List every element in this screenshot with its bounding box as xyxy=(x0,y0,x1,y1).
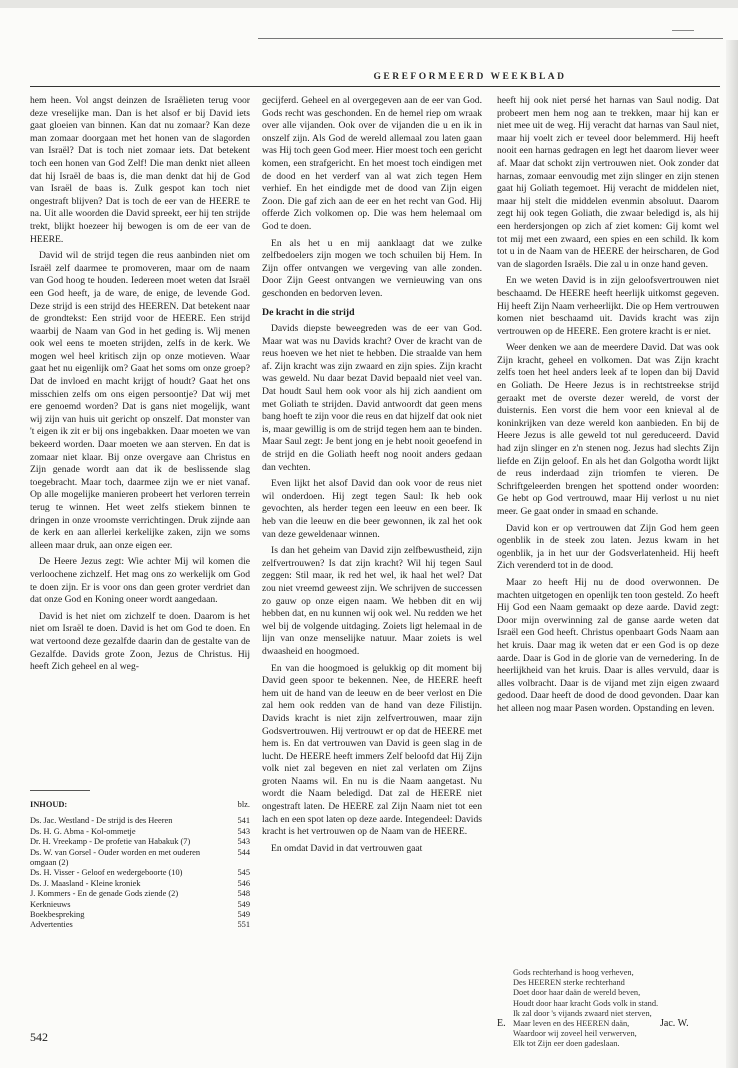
toc-entry xyxy=(30,816,250,826)
poem-line: Doet door haar daän de wereld beven, xyxy=(513,988,641,998)
toc-entry-text: Dr. H. Vreekamp - De profetie van Habakuk (7) xyxy=(30,837,191,847)
toc-entry xyxy=(30,889,250,899)
psalm-verse xyxy=(513,968,713,1050)
toc-entry xyxy=(30,837,250,847)
toc-entry-page: 549 xyxy=(237,899,250,909)
top-rule xyxy=(258,38,723,39)
poem-line: Des HEEREN sterke rechterhand xyxy=(513,978,625,988)
toc-entry xyxy=(30,879,250,889)
toc-entry-page: 544 xyxy=(237,847,250,857)
toc-entry-text: J. Kommers - En de genade Gods ziende (2) xyxy=(30,889,179,899)
toc-page-label: blz. xyxy=(237,800,250,809)
toc-entry-page: 551 xyxy=(237,920,250,930)
poem-line: Houdt door haar kracht Gods volk in stand. xyxy=(513,998,659,1008)
poem-line: Elk tot Zijn eer doen gadeslaan. xyxy=(513,1039,620,1049)
section-heading: De kracht in die strijd xyxy=(262,306,355,318)
toc-entry-text: Ds. W. van Gorsel - Ouder worden en met ouderen omgaan (2) xyxy=(30,847,201,868)
column-3 xyxy=(497,95,719,990)
paragraph: Even lijkt het alsof David dan ook voor de reus niet wil onderdoen. Hij zegt tegen Saul: Ik heb ook gevochten, als herder tegen een leeuw en een beer. Ik heb van die leeuw en die beer gewonnen, ik zal het ook van deze geweldenaar winnen. xyxy=(262,478,482,540)
toc-entry-text: Ds. H. G. Abma - Kol-ommetje xyxy=(30,826,136,836)
poem-line: Gods rechterhand is hoog verheven, xyxy=(513,968,634,977)
paragraph: En we weten David is in zijn geloofsvertrouwen niet beschaamd. De HEERE heeft heerlijk uitkomst gegeven. Hij heeft Zijn Naam verheerlijkt. Die op Hem vertrouwen komen niet beschaamd uit. Davids kracht was zijn vertrouwen op de HEERE. Een grotere kracht is er niet. xyxy=(497,275,719,337)
toc-entry xyxy=(30,848,250,869)
signoff-initial: E. xyxy=(497,1018,506,1029)
toc-entry-page: 543 xyxy=(237,837,250,847)
paragraph: David wil de strijd tegen die reus aanbinden niet om Israël zelf daarmee te promoveren, maar om de naam van God hoog te houden. Iedereen moet weten dat Israël een God heeft, ja de ware, de enige, de levende God. Deze strijd is een strijd des HEEREN. Dat betekent naar de grondtekst: Een strijd voor de HEERE. Een strijd waarbij de Naam van God in het geding is. Wij menen ook wel eens te moeten strijden, zelfs in de kerk. We mogen wel heel kritisch zijn op onze motieven. Waar gaat het nu eigenlijk om? Gaat het soms om onze groep? Dat de invloed en macht krijgt of houdt? Gaat het ons misschien zelfs om ons eigen persoontje? Dat wij met ere genoemd worden? Dat is gans niet mogelijk, want wij zijn van huis uit gericht op onszelf. Dat monster van 't eigen ik zit er bij ons ingebakken. Daar moeten we van bekeerd worden. Daar moeten we aan sterven. En dat is zomaar niet klaar. Bij onze overgave aan Christus en Zijn genade wordt aan dat ik de beslissende slag toegebracht. Maar toch, daarmee zijn we er niet vanaf. Op alle mogelijke manieren probeert het verloren terrein terug te winnen. Het weet zelfs stiekem binnen te dringen in onze vroomste verrichtingen. Druk zijnde aan de kerk en aan allerlei kerkelijke zaken, zijn we soms alleen maar druk, aan onze eigen eer. xyxy=(30,250,250,551)
toc-entry-text: Boekbespreking xyxy=(30,910,85,920)
column-1 xyxy=(30,95,250,775)
poem-line: Ik zal door 's vijands zwaard niet sterven, xyxy=(513,1008,652,1018)
toc-entry-text: Ds. Jac. Westland - De strijd is des Heeren xyxy=(30,816,173,826)
toc-entry-page: 548 xyxy=(237,889,250,899)
toc-entry-page: 541 xyxy=(237,816,250,826)
toc-entry-page: 546 xyxy=(237,878,250,888)
toc-entry xyxy=(30,920,250,930)
paragraph: Davids diepste beweegreden was de eer van God. Maar wat was nu Davids kracht? Over de kracht van de reus hoeven we het niet te hebben. Die straalde van hem af. Zijn kracht was zijn zwaard en zijn spies. Zijn kracht was geweld. Nu daar bezat David bepaald niet veel van. Dat houdt Saul hem ook voor als hij zich aandient om met Goliath te strijden. David antwoordt dat geen mens bang hoeft te zijn voor die reus en dat hijzelf dat ook niet is, maar gewillig is om de strijd tegen hem aan te binden. Maar Saul zegt: Je bent jong en je hebt nooit geoefend in de strijd en die Goliath heeft nog nooit anders gedaan dan vechten. xyxy=(262,323,482,473)
paragraph: heeft hij ook niet persé het harnas van Saul nodig. Dat probeert men hem nog aan te trekken, maar hij kan er niet mee uit de weg. Hij veracht dat harnas van Saul niet, maar hij voelt zich er teveel door belemmerd. Hij heeft nooit een harnas gedragen en legt het daarom liever weer af. Maar dat schokt zijn vertrouwen niet. Ook zonder dat harnas, zomaar eenvoudig met zijn slinger en zijn stenen gaat hij Goliath tegemoet. Hij veracht de middelen niet, maar hij stelt die middelen evenmin absoluut. Daarom zegt hij ook tegen Goliath, die zwaar beledigd is, als hij een herdersjongen op zich af ziet komen: Gij komt wel tot mij met een zwaard, een spies en een schild. Ik kom tot u in de Naam van de HEERE der heirscharen, de God van de slagorden Israëls. Die zal u in onze hand geven. xyxy=(497,95,719,270)
column-2 xyxy=(262,95,482,1040)
scan-top-edge xyxy=(0,0,738,8)
toc-entry-page: 543 xyxy=(237,826,250,836)
top-dash xyxy=(672,30,694,31)
paragraph: Weer denken we aan de meerdere David. Dat was ook Zijn kracht, geheel en volkomen. Dat was Zijn kracht zelfs toen het heel anders leek af te lopen dan bij David en Goliath. De Heere Jezus is in rechtstreekse strijd geraakt met de overste dezer wereld, de vorst der duisternis. Een vorst die hem voor een knieval al de koninkrijken van deze wereld kon aanbieden. En bij de Heere Jezus is alle geweld tot nul gereduceerd. David had zijn slinger en z'n stenen nog. Jezus had slechts Zijn liefde en Zijn geloof. En als het dan Golgotha wordt lijkt de reus inderdaad zijn triomfen te vieren. De Schriftgeleerden brengen het spottend onder woorden: Ge hebt op God vertrouwd, maar Hij verlost u nu niet meer. Ge gaat onder in smaad en schande. xyxy=(497,342,719,517)
paragraph: hem heen. Vol angst deinzen de Israëlieten terug voor deze vreselijke man. Dan is het alsof er bij David iets gaat gloeien van binnen. Kan dat nu zomaar? Kan deze man zomaar doorgaan met het honen van de slagorden van Israël? Dat is toch niet zomaar iets. Dat betekent toch een honen van God Zelf! Die man denkt niet alleen dat hij Israël de baas is, die man denkt dat hij de God van Israël de baas is. Zulk gespot kan toch niet ongestraft blijven? Dat is toch de eer van de HEERE te na. Uit alle woorden die David spreekt, eer hij ten strijde trekt, blijkt hoezeer hij bewogen is om de eer van de HEERE. xyxy=(30,95,250,245)
toc-entry-text: Ds. J. Maasland - Kleine kroniek xyxy=(30,878,141,888)
paragraph: En van die hoogmoed is gelukkig op dit moment bij David geen spoor te bekennen. Nee, de HEERE heeft hem uit de hand van de leeuw en de beer verlost en Die zal hem ook redden van de hand van deze Filistijn. Davids kracht is niet zijn zelfvertrouwen, maar zijn Godsvertrouwen. Hij vertrouwt er op dat de HEERE met hem is. En dat vertrouwen van David is geen slag in de lucht. De HEERE heeft immers Zelf beloofd dat Hij Zijn volk niet zal begeven en niet zal verlaten om Zijns groten Naams wil. En nu is die Naam aangetast. Nu wordt die Naam beledigd. Dat zal de HEERE niet ongestraft laten. De HEERE zal Zijn Naam niet tot een lach en een spot laten op deze aarde. Integendeel: Davids kracht is het vertrouwen op de Naam van de HEERE. xyxy=(262,662,482,838)
paragraph: Is dan het geheim van David zijn zelfbewustheid, zijn zelfvertrouwen? Is dat zijn kracht? Wil hij tegen Saul zeggen: Stil maar, ik red het wel, ik haal het wel? Dat zou niet vreemd geweest zijn. We schrijven de successen zo gauw op onze eigen naam. We hebben dit en wij hebben dat, en nu kunnen wij ook wel. Nu redden we het wel bij de volgende uitdaging. Zoiets ligt helemaal in de lijn van onze menselijke natuur. Maar zoiets is wel dwaasheid en hoogmoed. xyxy=(262,545,482,657)
toc-entry xyxy=(30,868,250,878)
toc-entry xyxy=(30,900,250,910)
poem-line: Waardoor wij zoveel heil verwerven, xyxy=(513,1029,637,1039)
toc-entry-page: 549 xyxy=(237,910,250,920)
paragraph: En als het u en mij aanklaagt dat we zulke zelfbedoelers zijn mogen we toch schuilen bij Hem. In Zijn offer ontvangen we vergeving van alle zonden. Door Zijn Geest ontvangen we vernieuwing van ons geschonden en bedorven leven. xyxy=(262,237,482,299)
poem-line: Maar leven en des HEEREN daän, xyxy=(513,1019,630,1029)
paragraph: Maar zo heeft Hij nu de dood overwonnen. De machten uitgetogen en openlijk ten toon gesteld. Zo heeft Hij God een Naam gemaakt op deze aarde. David zegt: Door mijn overwinning zal de ganse aarde weten dat Israël een God heeft. Christus openbaart Gods Naam aan het kruis. Daar mag ik weten dat er een God is op deze aarde. Daar is God in de glorie van de vernedering. In de heerlijkheid van het kruis. Daar is alles vervuld, daar is alles volbracht. Daar is de vijand met zijn eigen zwaard gedood. Daar heeft de dood de dood gevonden. Daar kan het alleen nog maar Pasen worden. Opstanding en leven. xyxy=(497,576,719,714)
running-header: GEREFORMEERD WEEKBLAD xyxy=(373,72,567,82)
toc-entry xyxy=(30,827,250,837)
toc-entry-text: Kerknieuws xyxy=(30,899,71,909)
paragraph: David is het niet om zichzelf te doen. Daarom is het niet om Israël te doen. David is het om God te doen. En wat vertoond deze gezalfde daarin dan de gestalte van de Gezalfde. Davids grote Zoon, Jezus de Christus. Hij heeft Zich geheel en al weg- xyxy=(30,610,250,673)
paragraph: De Heere Jezus zegt: Wie achter Mij wil komen die verloochene zichzelf. Het mag ons zo werkelijk om God te doen zijn. Er is voor ons dan geen groter verdriet dan dat onze God en Koning oneer wordt aangedaan. xyxy=(30,556,250,606)
table-of-contents xyxy=(30,800,250,931)
toc-entry-text: Advertenties xyxy=(30,920,73,930)
toc-entry xyxy=(30,910,250,920)
paragraph: gecijferd. Geheel en al overgegeven aan de eer van God. Gods recht was geschonden. En de hemel riep om wraak over alle vijanden. Ook over de vijanden die u en ik in onszelf zijn. Als God de wereld allemaal zou laten gaan was Hij toch geen God meer. Hier moest toch een gericht komen, een strafgericht. En het moest toch eindigen met de dood en het verderf van al wat zich tegen Hem verhief. En het eindigde met de dood van Zijn eigen Zoon. Die gaf zich aan de eer en het recht van God. Hij offerde Zich volkomen op. Die was hem helemaal om God te doen. xyxy=(262,95,482,232)
page-number: 542 xyxy=(30,1030,48,1044)
author-signature: Jac. W. xyxy=(660,1018,689,1029)
toc-rule xyxy=(30,790,90,791)
toc-title: INHOUD: xyxy=(30,800,68,809)
header-rule xyxy=(30,86,720,87)
toc-entry-page: 545 xyxy=(237,868,250,878)
scan-right-edge xyxy=(726,40,738,1068)
paragraph: En omdat David in dat vertrouwen gaat xyxy=(271,842,423,854)
toc-entry-text: Ds. H. Visser - Geloof en wedergeboorte (10) xyxy=(30,868,183,878)
paragraph: David kon er op vertrouwen dat Zijn God hem geen ogenblik in de steek zou laten. Jezus kwam in het ogenblik, ja in het uur der Godsverlatenheid. Hij heeft Zich verenderd tot in de dood. xyxy=(497,522,719,572)
toc-header xyxy=(30,800,250,810)
